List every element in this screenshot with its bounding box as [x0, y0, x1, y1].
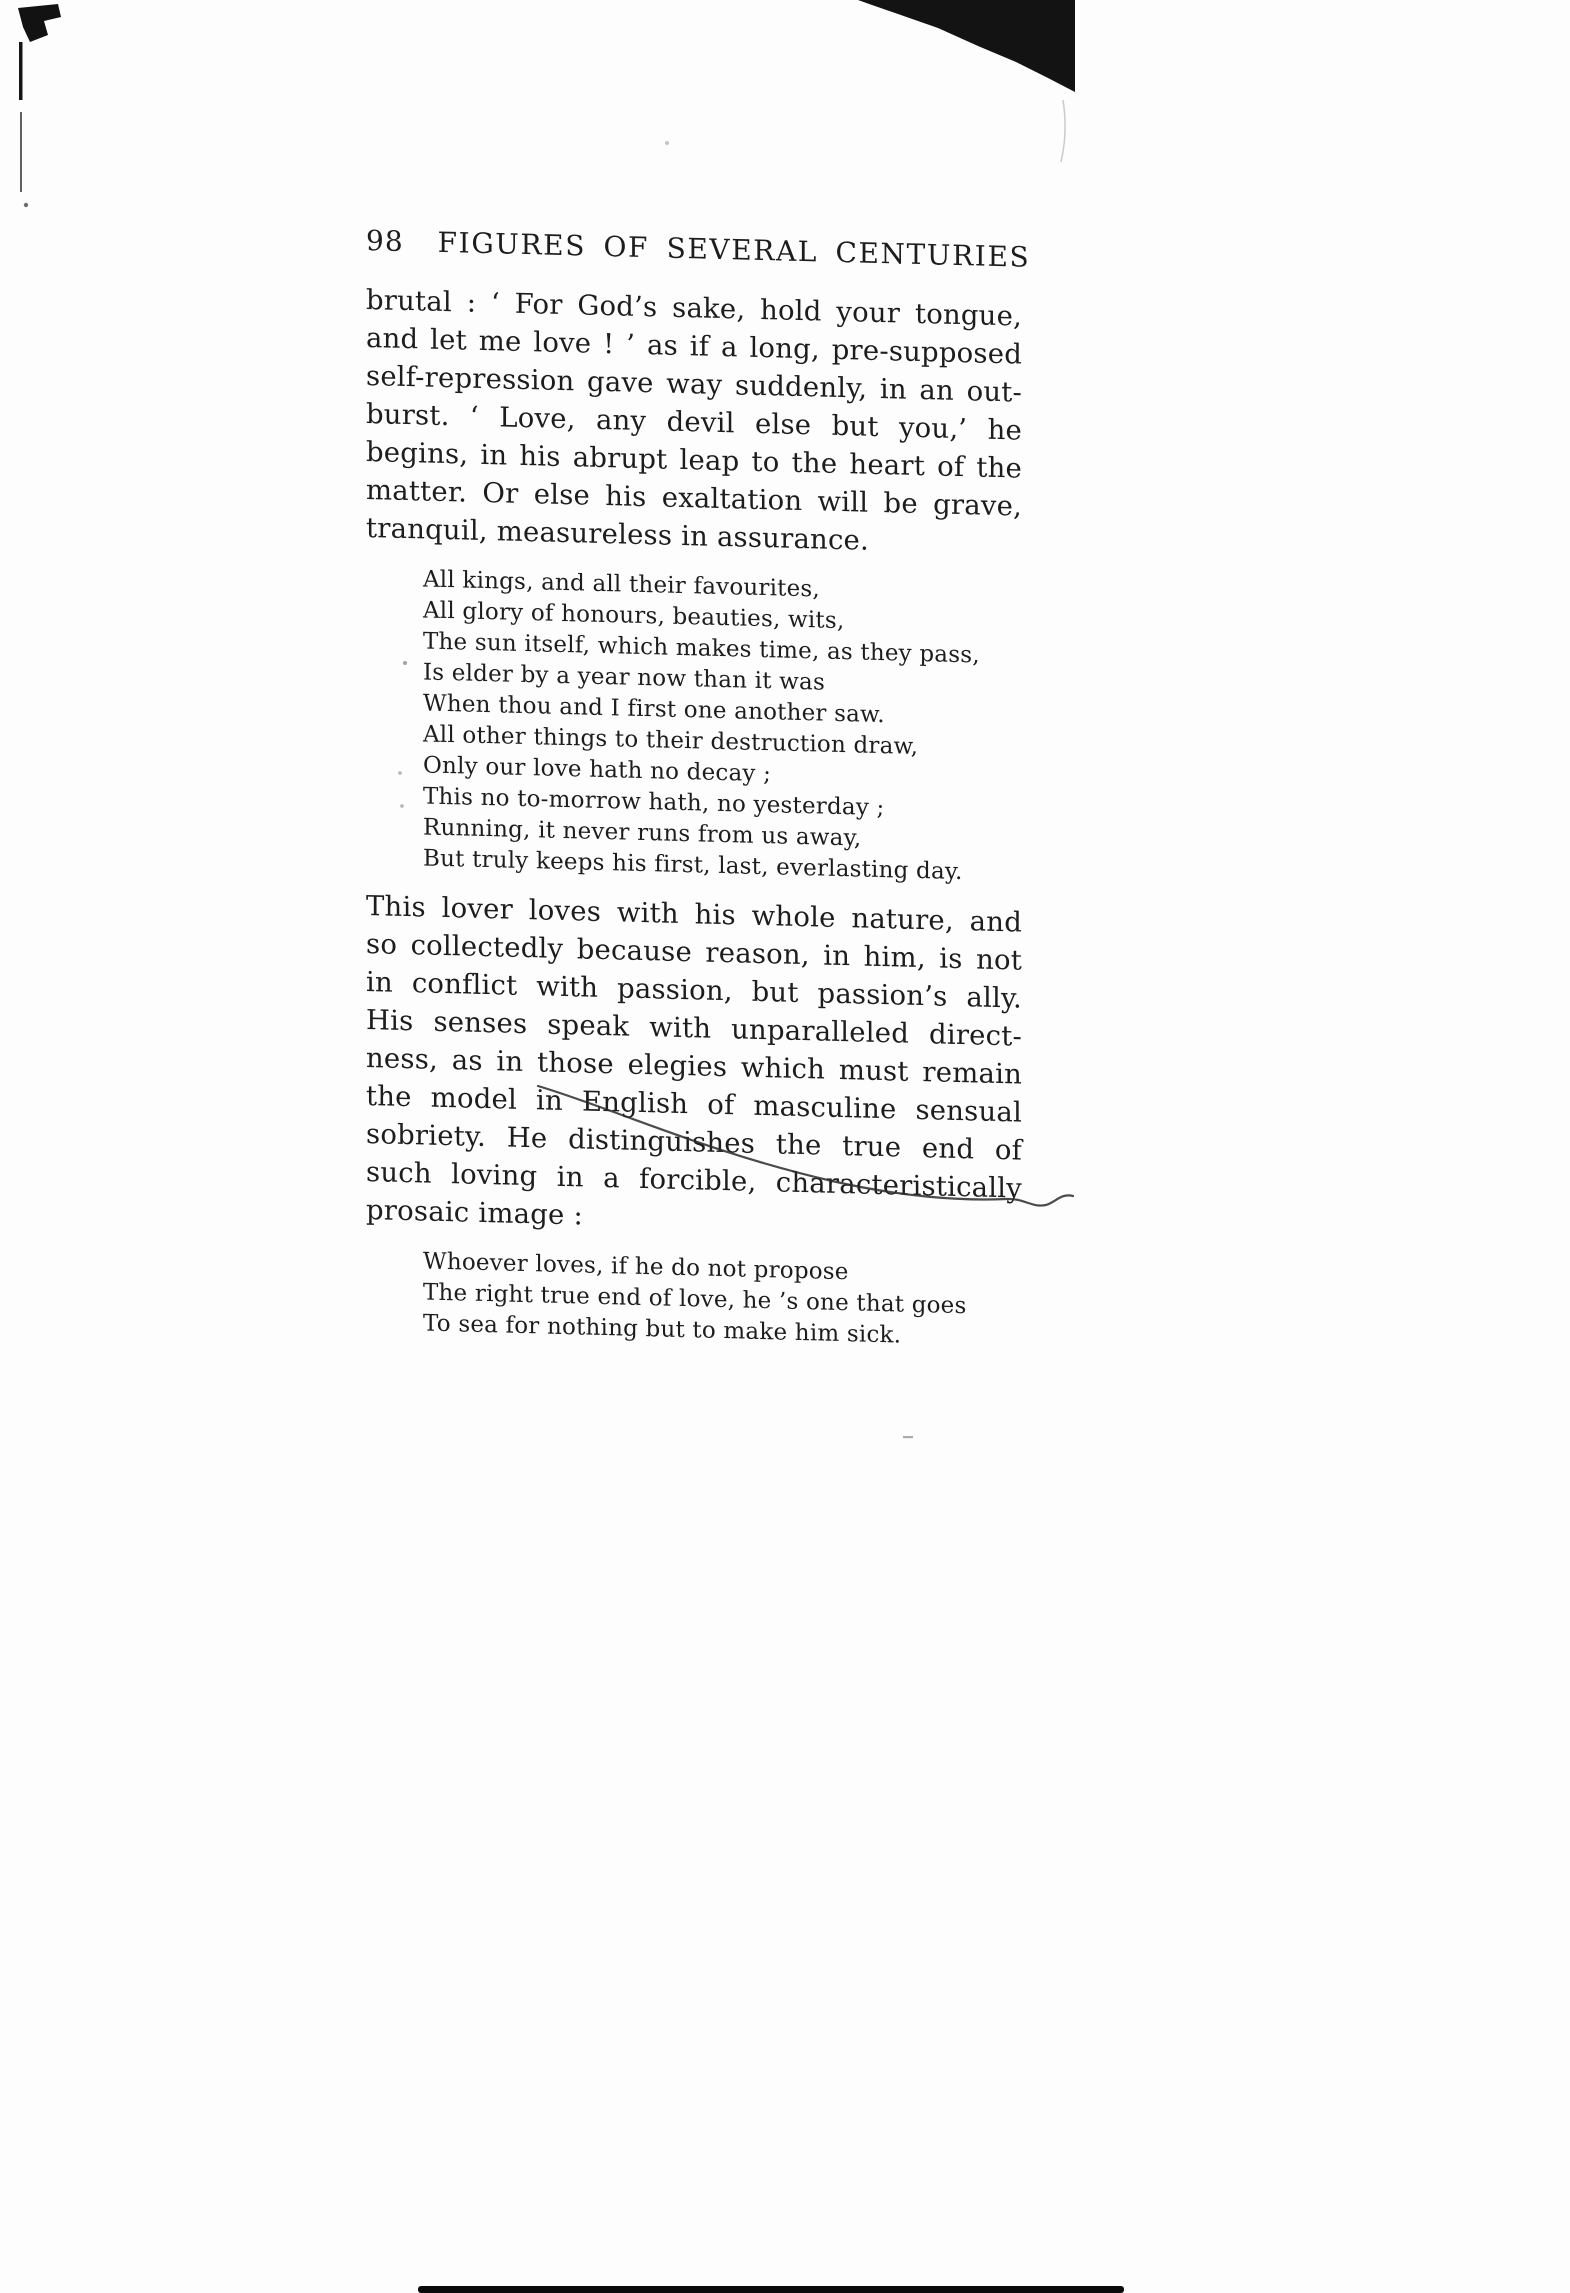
text-line: His senses speak with unparalleled direct- — [366, 1004, 1022, 1053]
scan-artifact-bottom-edge — [418, 2286, 1124, 2293]
verse-quote-1 — [423, 564, 1022, 889]
verse-line: The right true end of love, he ’s one that goes — [423, 1279, 967, 1320]
text-line: self-repression gave way suddenly, in an out- — [366, 360, 1022, 409]
text-line: begins, in his abrupt leap to the heart of the — [366, 436, 1022, 485]
text-line: and let me love ! ’ as if a long, pre-supposed — [366, 322, 1022, 371]
verse-line: This no to-morrow hath, no yesterday ; — [423, 783, 885, 822]
text-line: tranquil, measureless in assurance. — [366, 512, 869, 557]
text-line: such loving in a forcible, characteristically — [366, 1156, 1022, 1205]
text-line: the model in English of masculine sensual — [366, 1080, 1022, 1129]
verse-line: The sun itself, which makes time, as they pass, — [423, 628, 980, 669]
text-line: This lover loves with his whole nature, and — [366, 890, 1022, 939]
verse-line: All glory of honours, beauties, wits, — [423, 597, 845, 635]
verse-line: To sea for nothing but to make him sick. — [423, 1310, 902, 1349]
text-line: brutal : ‘ For God’s sake, hold your tongue, — [366, 284, 1022, 333]
scan-artifact-top-right-fringe — [1061, 100, 1065, 162]
text-line: matter. Or else his exaltation will be grave, — [366, 474, 1022, 523]
verse-quote-2 — [423, 1246, 1022, 1354]
text-column — [366, 224, 1031, 1369]
text-line: sobriety. He distinguishes the true end of — [366, 1118, 1022, 1167]
paragraph-2 — [366, 887, 1022, 1246]
text-line: prosaic image : — [366, 1194, 583, 1232]
verse-line: Running, it never runs from us away, — [423, 814, 862, 852]
page-header — [366, 224, 1031, 274]
scan-artifact-top-left — [18, 4, 61, 207]
verse-line: Whoever loves, if he do not propose — [423, 1248, 849, 1286]
text-line: burst. ‘ Love, any devil else but you,’ he — [366, 398, 1022, 447]
text-line: in conflict with passion, but passion’s ally. — [366, 966, 1022, 1015]
paragraph-1 — [366, 281, 1022, 564]
running-title: FIGURES OF SEVERAL CENTURIES — [437, 225, 1031, 274]
verse-line: But truly keeps his first, last, everlasting day. — [423, 845, 963, 886]
verse-line: When thou and I first one another saw. — [423, 690, 885, 729]
verse-line: Is elder by a year now than it was — [423, 659, 825, 696]
scan-artifact-top-right-corner — [858, 0, 1075, 92]
verse-line: All other things to their destruction draw, — [423, 721, 919, 760]
page-number: 98 — [366, 224, 404, 258]
verse-line: Only our love hath no decay ; — [423, 752, 772, 788]
text-line: ness, as in those elegies which must remain — [366, 1042, 1022, 1091]
verse-line: All kings, and all their favourites, — [423, 566, 820, 603]
text-line: so collectedly because reason, in him, is not — [366, 928, 1022, 977]
